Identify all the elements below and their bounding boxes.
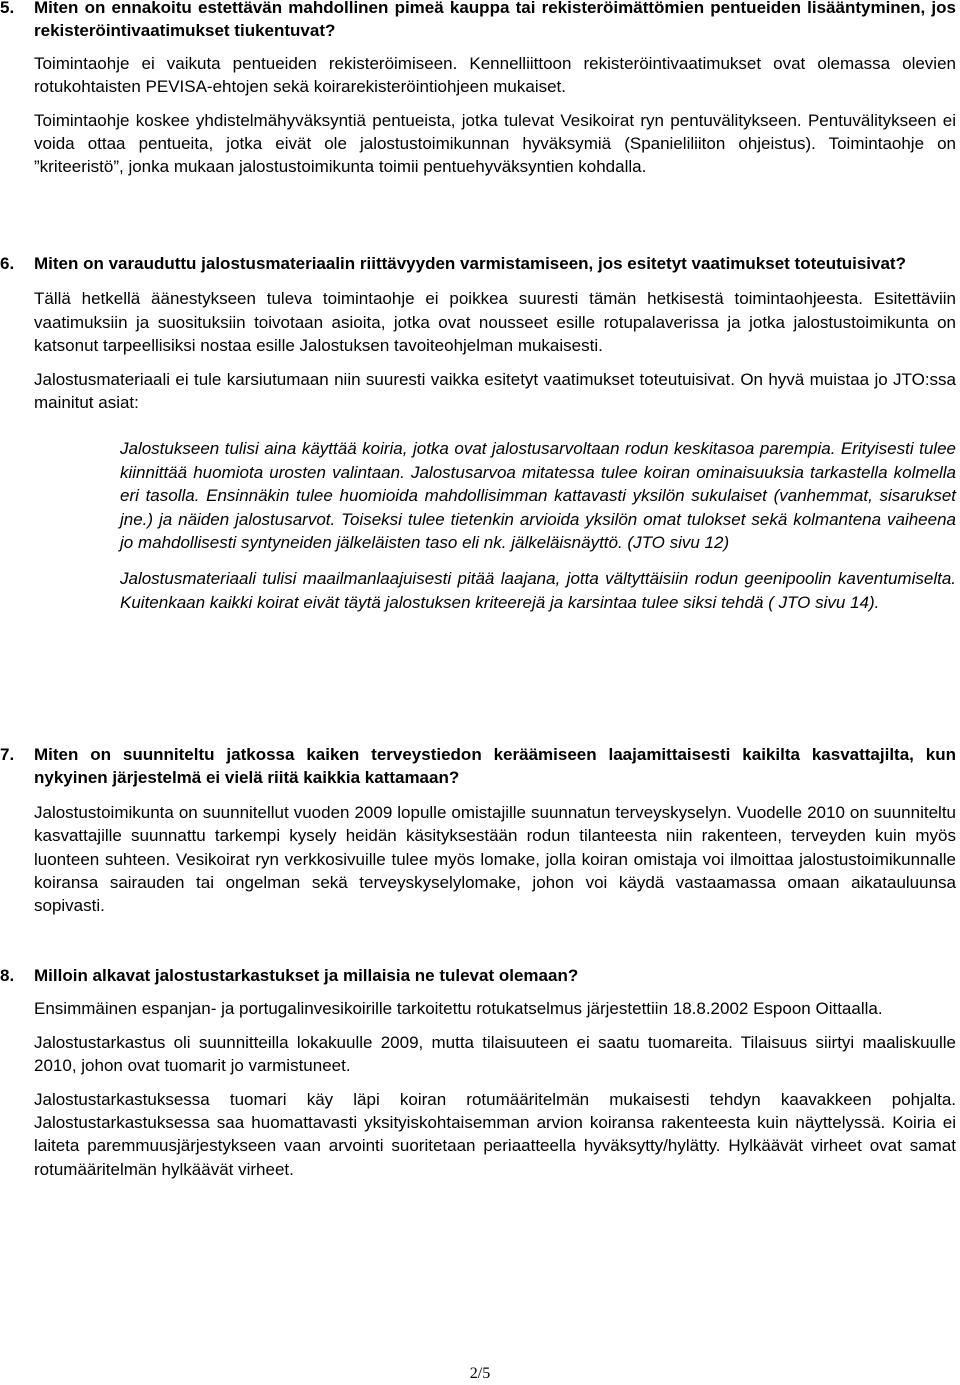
question-number: 8.: [0, 966, 15, 985]
question-5: [0, 0, 960, 43]
section-5: [0, 0, 960, 179]
paragraph: Jalostusmateriaali ei tule karsiutumaan niin suuresti vaikka esitetyt vaatimukset toteutuisivat. On hyvä muistaa jo JTO:ssa mainitut asiat:: [34, 369, 956, 413]
question-text: Miten on varauduttu jalostusmateriaalin riittävyyden varmistamiseen, jos esitetyt vaatimukset toteutuisivat?: [34, 254, 906, 273]
paragraph: Tällä hetkellä äänestykseen tuleva toimintaohje ei poikkea suuresti tämän hetkisestä toimintaohjeesta. Esitettäviin vaatimuksiin ja suosituksiin toivotaan asioita, jotka ovat nousseet esille rotupalaverissa ja jotka jalostustoimikunta on katsonut tarpeellisiksi nostaa esille Jalostuksen tavoiteohjelman mukaisesti.: [34, 289, 956, 356]
page-number: 2/5: [469, 1365, 491, 1382]
question-7: [0, 743, 960, 790]
question-text: Milloin alkavat jalostustarkastukset ja millaisia ne tulevat olemaan?: [34, 966, 579, 985]
paragraph: Jalostustarkastuksessa tuomari käy läpi koiran rotumääritelmän mukaisesti tehdyn kaavakkeen pohjalta. Jalostustarkastuksessa saa huomattavasti yksityiskohtaisemman arvion koiransa rakenteesta kuin näyttelyssä. Koiria ei laiteta paremmuusjärjestykseen vaan arvointi suoritetaan periaatteella hyväksytty/hylätty. Hylkäävät virheet ovat samat rotumääritelmän hylkäävät virheet.: [34, 1089, 956, 1179]
section-8: [0, 964, 960, 1181]
question-6: [0, 252, 960, 275]
question-number: 6.: [0, 254, 15, 273]
section-7: [0, 743, 960, 918]
paragraph: Jalostustoimikunta on suunnitellut vuoden 2009 lopulle omistajille suunnatun terveyskyselyn. Vuodelle 2010 on suunniteltu kasvattajille suunnattu tarkempi kysely heidän käsityksestään rodun tilanteesta niin rakenteen, terveyden kuin myös luonteen suhteen. Vesikoirat ryn verkkosivuille tulee myös lomake, jolla koiran omistaja voi ilmoittaa jalostustoimikunnalle koiransa sairauden tai ongelman sekä terveyskyselylomake, johon voi käydä vastaamassa omaan aikatauluunsa sopivasti.: [34, 802, 956, 916]
question-number: 7.: [0, 745, 15, 764]
paragraph: Toimintaohje ei vaikuta pentueiden rekisteröimiseen. Kennelliittoon rekisteröintivaatimukset ovat olemassa olevien rotukohtaisten PEVISA-ehtojen sekä koirarekisteröintiohjeen mukaiset.: [34, 53, 956, 97]
question-number: 5.: [0, 0, 15, 17]
quotation: Jalostusmateriaali tulisi maailmanlaajuisesti pitää laajana, jotta vältyttäisiin rodun geenipoolin kaventumiselta. Kuitenkaan kaikki koirat eivät täytä jalostuksen kriteerejä ja karsintaa tulee siksi tehdä ( JTO sivu 14).: [120, 569, 956, 612]
section-6: [0, 252, 960, 614]
paragraph: Toimintaohje koskee yhdistelmähyväksyntiä pentueista, jotka tulevat Vesikoirat ryn pentuvälitykseen. Pentuvälitykseen ei voida ottaa pentueita, jotka eivät ole jalostustoimikunnan hyväksymiä (Spanieliliiton ohjeistus). Toimintaohje on ”kriteeristö”, jonka mukaan jalostustoimikunta toimii pentuehyväksyntien kohdalla.: [34, 110, 956, 177]
paragraph: Ensimmäinen espanjan- ja portugalinvesikoirille tarkoitettu rotukatselmus järjestettiin 18.8.2002 Espoon Oittaalla.: [34, 999, 883, 1019]
question-text: Miten on suunniteltu jatkossa kaiken terveystiedon keräämiseen laajamittaisesti kaikilta kasvattajilta, kun nykyinen järjestelmä ei vielä riitä kaikkia kattamaan?: [34, 745, 956, 788]
question-text: Miten on ennakoitu estettävän mahdollinen pimeä kauppa tai rekisteröimättömien pentueiden lisääntyminen, jos rekisteröintivaatimukset tiukentuvat?: [34, 0, 956, 41]
quotation: Jalostukseen tulisi aina käyttää koiria, jotka ovat jalostusarvoltaan rodun keskitasoa parempia. Erityisesti tulee kiinnittää huomiota urosten valintaan. Jalostusarvoa mitatessa tulee koiran ominaisuuksia tarkastella kolmella eri tasolla. Ensinnäkin tulee huomioida mahdollisimman kattavasti yksilön sukulaiset (vanhemmat, sisarukset jne.) ja näiden jalostusarvot. Toiseksi tulee tietenkin arvioida yksilön omat tulokset sekä kolmantena vaiheena jo mahdollisesti syntyneiden jälkeläisten taso eli nk. jälkeläisnäyttö. (JTO sivu 12): [120, 439, 956, 553]
paragraph: Jalostustarkastus oli suunnitteilla lokakuulle 2009, mutta tilaisuuteen ei saatu tuomareita. Tilaisuus siirtyi maaliskuulle 2010, johon ovat tuomarit jo varmistuneet.: [34, 1032, 956, 1076]
question-8: [0, 964, 960, 987]
